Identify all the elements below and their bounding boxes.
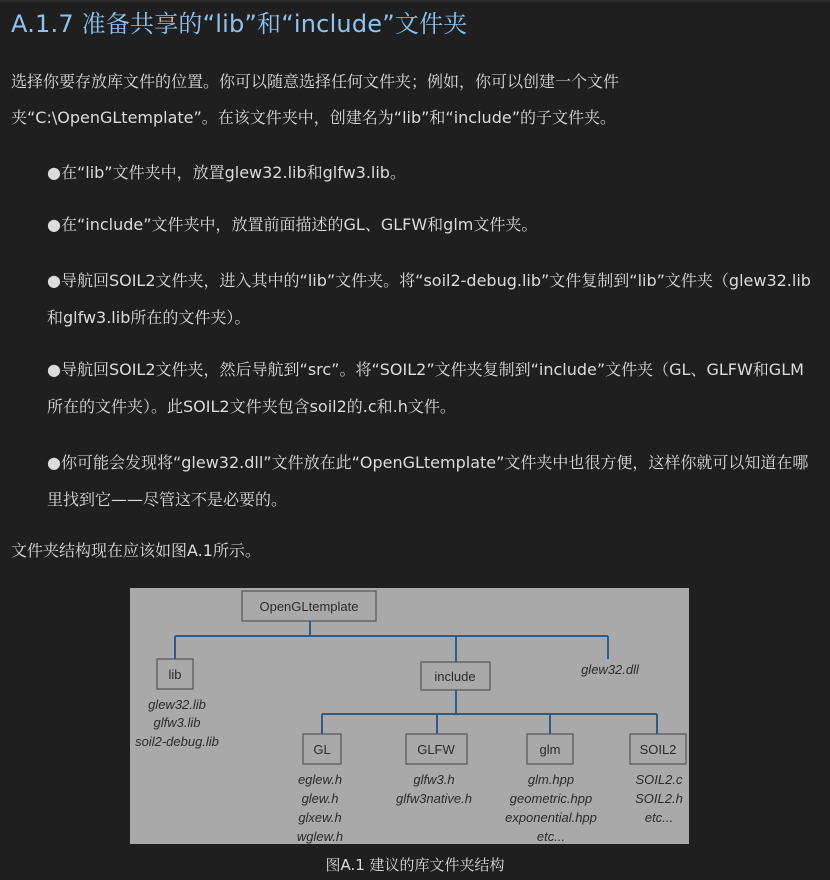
soil2-folder-label: SOIL2: [639, 742, 677, 757]
gl-file: eglew.h: [297, 772, 343, 787]
bullet-item-2: ●在“include”文件夹中，放置前面描述的GL、GLFW和glm文件夹。: [47, 215, 538, 234]
gl-file: glew.h: [301, 791, 339, 806]
lib-file: glew32.lib: [148, 697, 206, 712]
section-title: A.1.7 准备共享的“lib”和“include”文件夹: [11, 10, 468, 38]
bullet-item-1: ●在“lib”文件夹中，放置glew32.lib和glfw3.lib。: [47, 163, 406, 182]
glfw-folder-label: GLFW: [417, 742, 455, 757]
folder-structure-figure: [130, 588, 689, 844]
glm-file: etc...: [536, 829, 566, 844]
root-folder-label: OpenGLtemplate: [259, 599, 359, 614]
lib-folder-label: lib: [168, 667, 182, 682]
lib-file: soil2-debug.lib: [135, 734, 219, 749]
gl-file: glxew.h: [298, 810, 342, 825]
top-divider: [0, 0, 830, 2]
glfw-file: glfw3.h: [413, 772, 455, 787]
soil2-file: SOIL2.c: [635, 772, 683, 787]
soil2-file: SOIL2.h: [635, 791, 683, 806]
glfw-file: glfw3native.h: [396, 791, 472, 806]
root-file-dll: glew32.dll: [581, 662, 639, 677]
soil2-file: etc...: [644, 810, 674, 825]
glm-file: glm.hpp: [527, 772, 575, 787]
bullet-item-4: ●导航回SOIL2文件夹，然后导航到“src”。将“SOIL2”文件夹复制到“include”文件夹（GL、GLFW和GLM所在的文件夹）。此SOIL2文件夹包含soil2的.c和.h文件。: [47, 360, 804, 416]
gl-folder-label: GL: [313, 742, 331, 757]
glm-file: exponential.hpp: [505, 810, 597, 825]
folder-tree-diagram: [130, 588, 689, 844]
gl-file: wglew.h: [296, 829, 344, 844]
lib-file: glfw3.lib: [153, 715, 201, 730]
figure-lead-paragraph: 文件夹结构现在应该如图A.1所示。: [11, 541, 261, 560]
tree-connector-lines: [175, 621, 657, 734]
bullet-item-5: ●你可能会发现将“glew32.dll”文件放在此“OpenGLtemplate”文件夹中也很方便，这样你就可以知道在哪里找到它——尽管这不是必要的。: [47, 453, 809, 509]
glm-file: geometric.hpp: [509, 791, 593, 806]
intro-paragraph: 选择你要存放库文件的位置。你可以随意选择任何文件夹；例如，你可以创建一个文件夹“C:\OpenGLtemplate”。在该文件夹中，创建名为“lib”和“include”的子文件夹。: [11, 72, 620, 127]
figure-caption: 图A.1 建议的库文件夹结构: [325, 856, 505, 874]
bullet-item-3: ●导航回SOIL2文件夹，进入其中的“lib”文件夹。将“soil2-debug.lib”文件复制到“lib”文件夹（glew32.lib和glfw3.lib所在的文件夹）。: [47, 271, 811, 327]
glm-folder-label: glm: [539, 742, 561, 757]
include-folder-label: include: [434, 669, 476, 684]
